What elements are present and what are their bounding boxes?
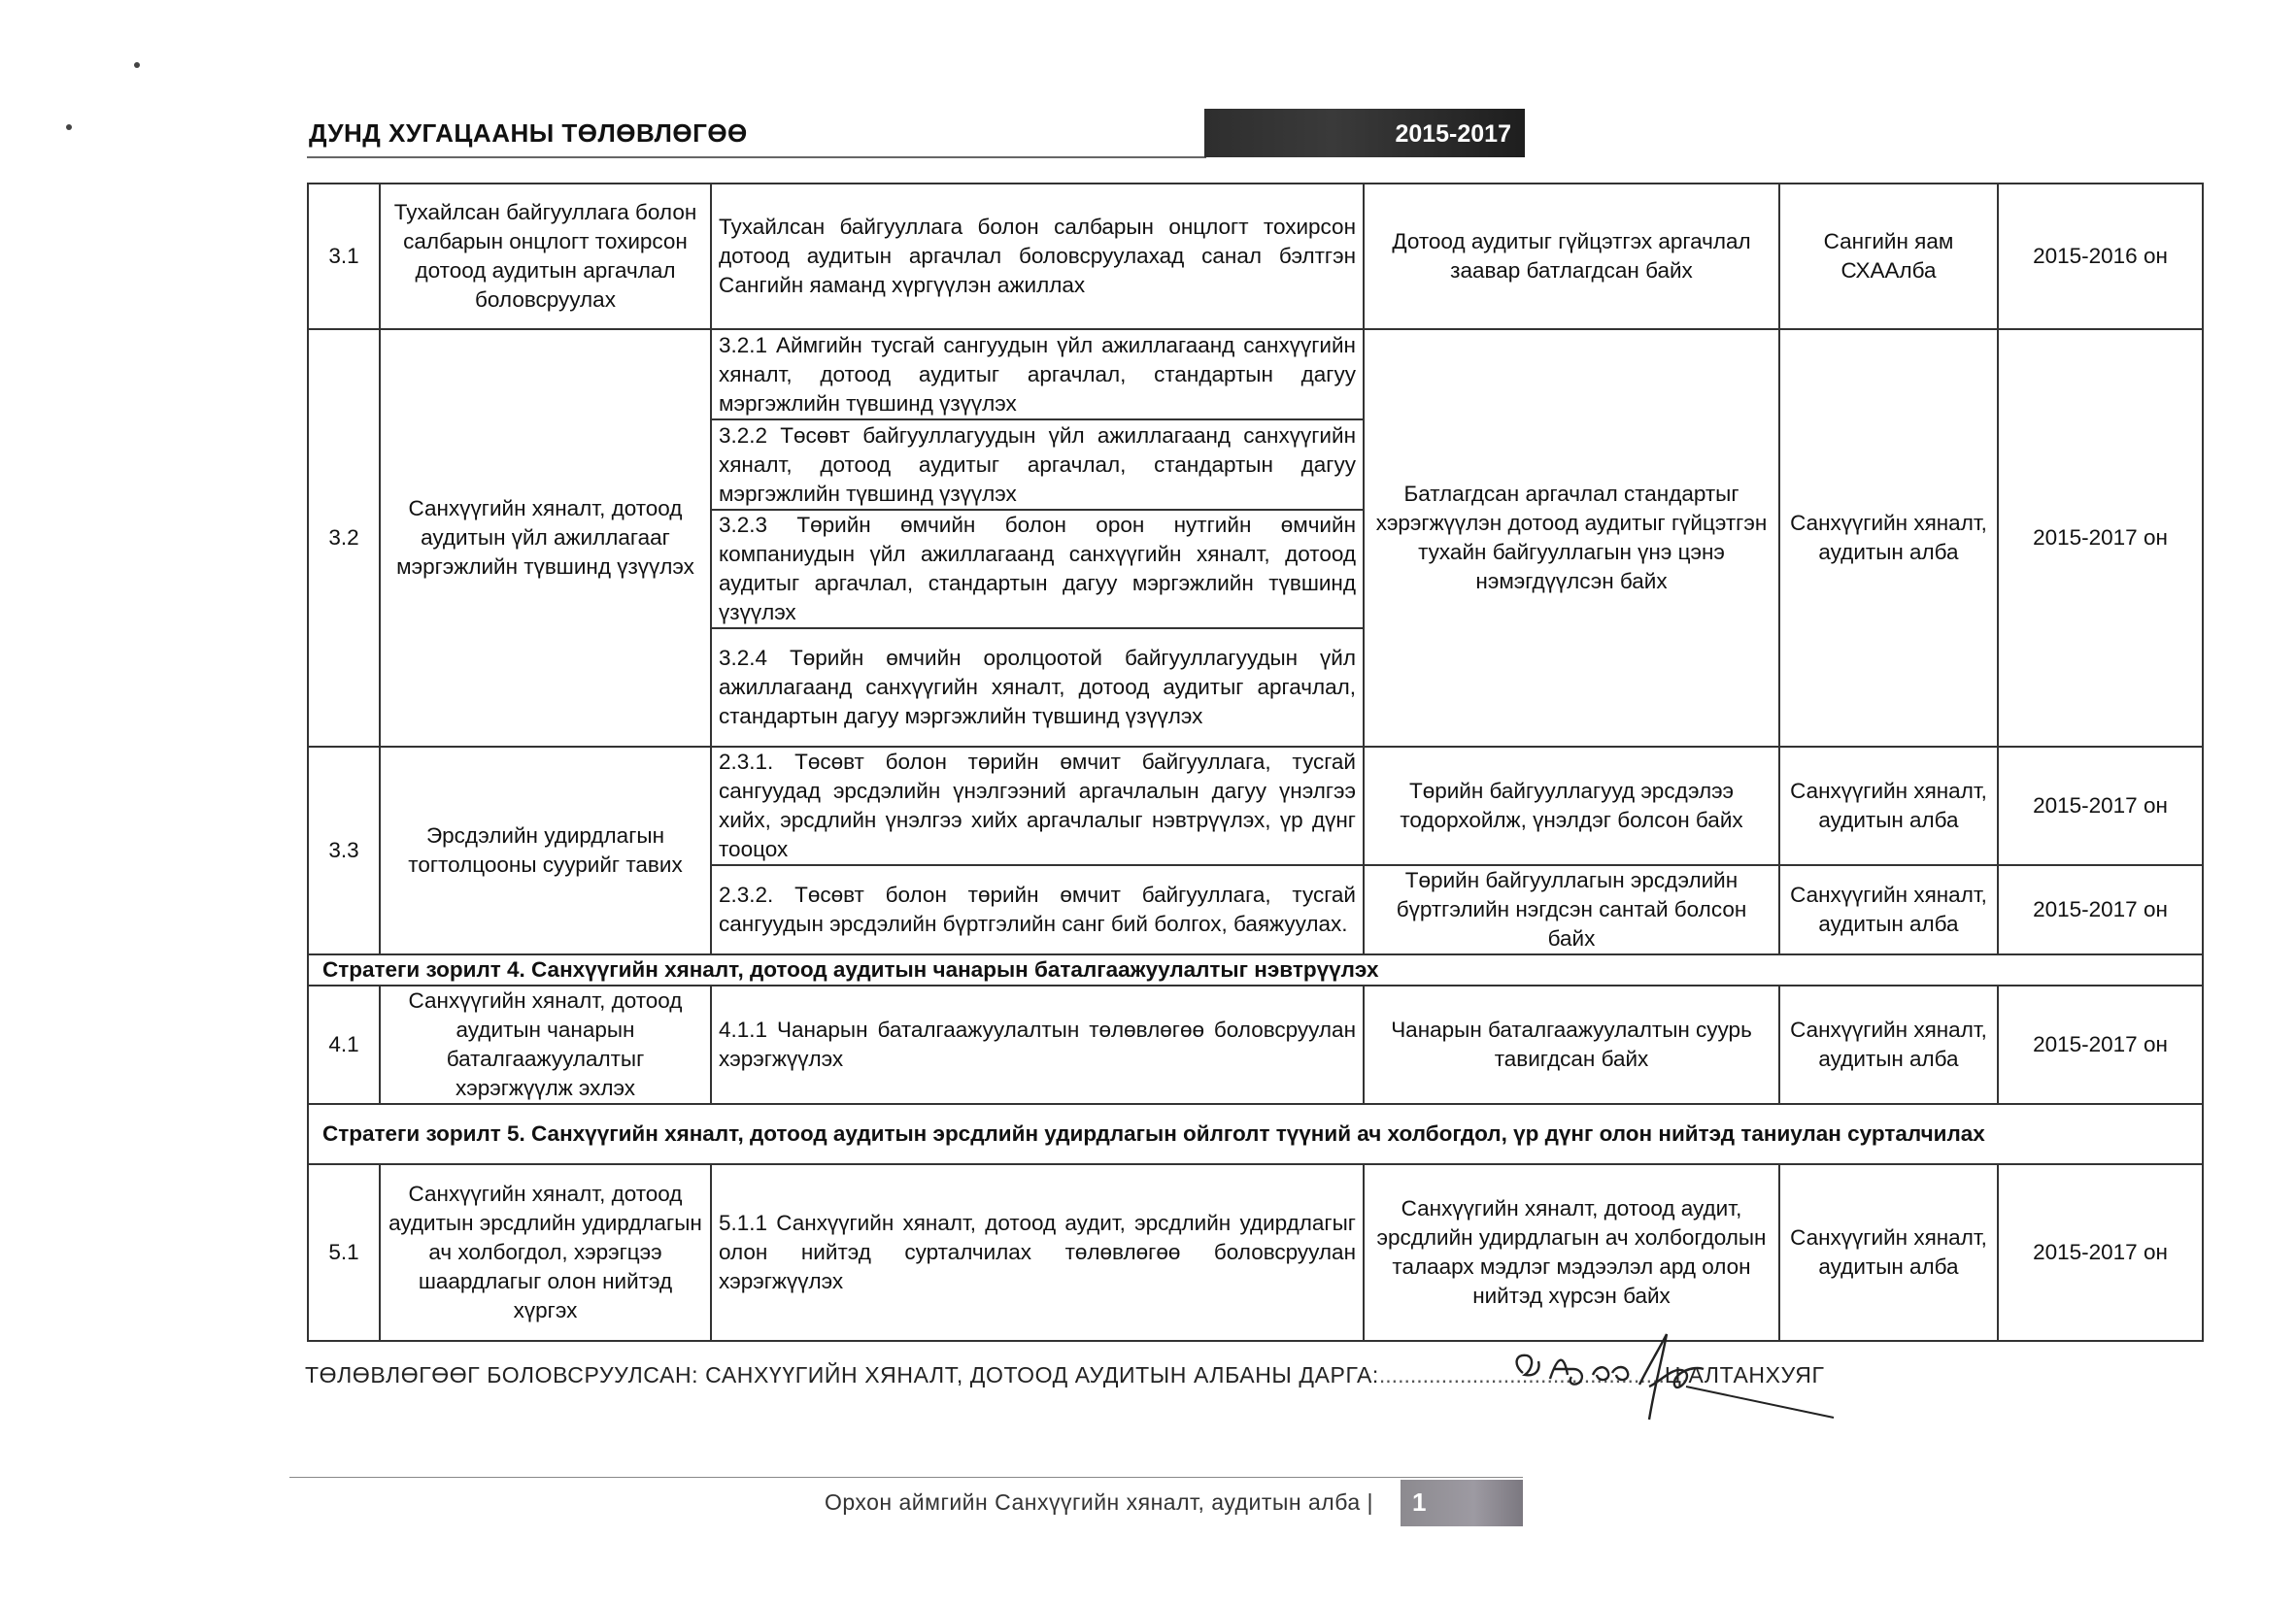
responsible-cell: Сангийн яам СХААлба (1779, 184, 1998, 329)
page-header (307, 109, 1525, 157)
objective-cell: Эрсдэлийн удирдлагын тогтолцооны суурийг тавих (380, 747, 711, 954)
timeframe-cell: 2015-2017 он (1998, 865, 2203, 954)
table-row-3-3 (308, 747, 2203, 865)
activity-cell: Тухайлсан байгууллага болон салбарын онцлогт тохирсон дотоод аудитын аргачлал боловсруулахад санал бэлтгэн Сангийн яаманд хүргүүлэн ажиллах (711, 184, 1364, 329)
activity-cell: 5.1.1 Санхүүгийн хяналт, дотоод аудит, эрсдлийн удирдлагыг олон нийтэд сурталчилах төлөвлөгөө боловсруулан хэрэгжүүлэх (711, 1164, 1364, 1341)
responsible-cell: Санхүүгийн хяналт, аудитын алба (1779, 1164, 1998, 1341)
result-cell: Санхүүгийн хяналт, дотоод аудит, эрсдлийн удирдлагын ач холбогдолын талаарх мэдлэг мэдээлэл ард олон нийтэд хүрсэн байх (1364, 1164, 1779, 1341)
signature-dots: .............................................. (1378, 1362, 1665, 1388)
footer-organization: Орхон аймгийн Санхүүгийн хяналт, аудитын алба | (824, 1489, 1373, 1515)
activity-cell: 2.3.1. Төсөвт болон төрийн өмчит байгууллага, тусгай сангуудад эрсдэлийн үнэлгээний аргачлалын дагуу үнэлгээ хийх, эрсдлийн үнэлгээ хийх аргачлалыг нэвтрүүлэх, үр дүнг тооцох (711, 747, 1364, 865)
scan-speck (66, 124, 72, 130)
responsible-cell: Санхүүгийн хяналт, аудитын алба (1779, 865, 1998, 954)
timeframe-cell: 2015-2017 он (1998, 1164, 2203, 1341)
strategy-row-5 (308, 1104, 2203, 1164)
row-number: 5.1 (308, 1164, 380, 1341)
header-rule (307, 156, 1206, 158)
responsible-cell: Санхүүгийн хяналт, аудитын алба (1779, 747, 1998, 865)
activity-cell: 3.2.1 Аймгийн тусгай сангуудын үйл ажиллагаанд санхүүгийн хяналт, дотоод аудитыг аргачлал, стандартын дагуу мэргэжлийн түвшинд үзүүлэх (711, 329, 1364, 419)
result-cell: Төрийн байгууллагын эрсдэлийн бүртгэлийн нэгдсэн сантай болсон байх (1364, 865, 1779, 954)
scan-speck (134, 62, 140, 68)
strategy-heading: Стратеги зорилт 4. Санхүүгийн хяналт, дотоод аудитын чанарын баталгаажуулалтыг нэвтрүүлэх (308, 954, 2203, 986)
timeframe-cell: 2015-2016 он (1998, 184, 2203, 329)
row-number: 3.3 (308, 747, 380, 954)
row-number: 3.1 (308, 184, 380, 329)
activity-cell: 3.2.3 Төрийн өмчийн болон орон нутгийн өмчийн компаниудын үйл ажиллагаанд санхүүгийн хяналт, дотоод аудитыг аргачлал, стандартын дагуу мэргэжлийн түвшинд үзүүлэх (711, 510, 1364, 628)
activity-cell: 3.2.2 Төсөвт байгууллагуудын үйл ажиллагаанд санхүүгийн хяналт, дотоод аудитыг аргачлал, стандартын дагуу мэргэжлийн түвшинд үзүүлэх (711, 419, 1364, 510)
timeframe-cell: 2015-2017 он (1998, 986, 2203, 1104)
table-row-3-1 (308, 184, 2203, 329)
signer-name: Ц.АЛТАНХУЯГ (1664, 1362, 1825, 1388)
objective-cell: Тухайлсан байгууллага болон салбарын онцлогт тохирсон дотоод аудитын аргачлал боловсруулах (380, 184, 711, 329)
table-row-5-1 (308, 1164, 2203, 1341)
activity-cell: 4.1.1 Чанарын баталгаажуулалтын төлөвлөгөө боловсруулан хэрэгжүүлэх (711, 986, 1364, 1104)
objective-cell: Санхүүгийн хяналт, дотоод аудитын эрсдлийн удирдлагын ач холбогдол, хэрэгцээ шаардлагыг олон нийтэд хүргэх (380, 1164, 711, 1341)
strategy-heading: Стратеги зорилт 5. Санхүүгийн хяналт, дотоод аудитын эрсдлийн удирдлагын ойлголт түүний ач холбогдол, үр дүнг олон нийтэд таниулан сурталчилах (308, 1104, 2203, 1164)
responsible-cell: Санхүүгийн хяналт, аудитын алба (1779, 329, 1998, 747)
document-title: ДУНД ХУГАЦААНЫ ТӨЛӨВЛӨГӨӨ (309, 118, 748, 148)
plan-table (307, 183, 2204, 1342)
responsible-cell: Санхүүгийн хяналт, аудитын алба (1779, 986, 1998, 1104)
table-row-4-1 (308, 986, 2203, 1104)
result-cell: Чанарын баталгаажуулалтын суурь тавигдсан байх (1364, 986, 1779, 1104)
row-number: 3.2 (308, 329, 380, 747)
strategy-row-4 (308, 954, 2203, 986)
result-cell: Батлагдсан аргачлал стандартыг хэрэгжүүлэн дотоод аудитыг гүйцэтгэн тухайн байгууллагын үнэ цэнэ нэмэгдүүлсэн байх (1364, 329, 1779, 747)
table-row-3-2 (308, 329, 2203, 419)
signoff-label: ТӨЛӨВЛӨГӨӨГ БОЛОВСРУУЛСАН: САНХҮҮГИЙН ХЯНАЛТ, ДОТООД АУДИТЫН АЛБАНЫ ДАРГА: (305, 1362, 1379, 1388)
objective-cell: Санхүүгийн хяналт, дотоод аудитын үйл ажиллагааг мэргэжлийн түвшинд үзүүлэх (380, 329, 711, 747)
header-year-badge: 2015-2017 (1204, 109, 1525, 157)
timeframe-cell: 2015-2017 он (1998, 747, 2203, 865)
row-number: 4.1 (308, 986, 380, 1104)
activity-cell: 3.2.4 Төрийн өмчийн оролцоотой байгууллагуудын үйл ажиллагаанд санхүүгийн хяналт, дотоод аудитыг аргачлал, стандартын дагуу мэргэжлийн түвшинд үзүүлэх (711, 628, 1364, 747)
page-number: 1 (1412, 1488, 1427, 1517)
page-number-box (1401, 1480, 1523, 1526)
objective-cell: Санхүүгийн хяналт, дотоод аудитын чанарын баталгаажуулалтыг хэрэгжүүлж эхлэх (380, 986, 711, 1104)
result-cell: Төрийн байгууллагууд эрсдэлээ тодорхойлж, үнэлдэг болсон байх (1364, 747, 1779, 865)
activity-cell: 2.3.2. Төсөвт болон төрийн өмчит байгууллага, тусгай сангуудын эрсдэлийн бүртгэлийн санг бий болгох, баяжуулах. (711, 865, 1364, 954)
footer-rule (289, 1477, 1523, 1478)
timeframe-cell: 2015-2017 он (1998, 329, 2203, 747)
handwritten-signature (1503, 1326, 1853, 1423)
result-cell: Дотоод аудитыг гүйцэтгэх аргачлал заавар батлагдсан байх (1364, 184, 1779, 329)
